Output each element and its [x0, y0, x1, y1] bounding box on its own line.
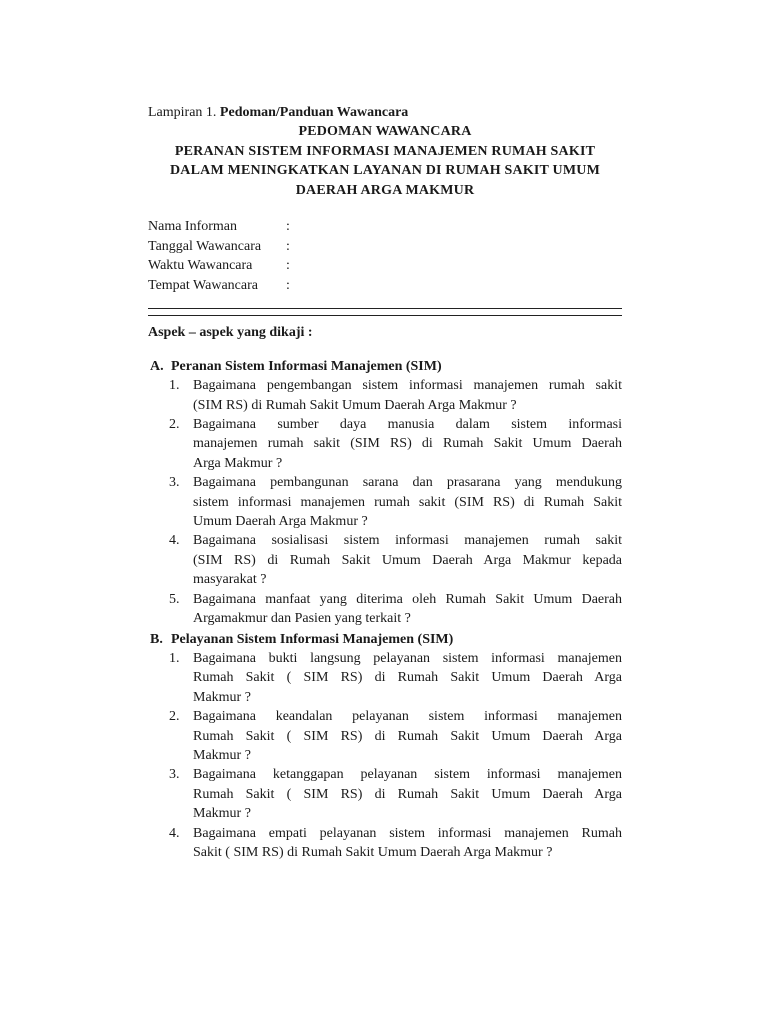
form-label: Waktu Wawancara [148, 258, 253, 274]
question-line: Bagaimana ketanggapan pelayanan sistem informasi manajemen [193, 767, 622, 783]
form-row-date [148, 237, 622, 257]
question-text [193, 473, 622, 531]
question-list [148, 376, 622, 628]
question-text [193, 531, 622, 589]
document-title [148, 122, 622, 200]
divider-line [148, 308, 622, 309]
question-item [148, 824, 622, 863]
question-item [148, 649, 622, 707]
form-colon: : [286, 219, 290, 235]
question-item [148, 590, 622, 629]
form-colon: : [286, 258, 290, 274]
question-number: 5. [169, 591, 180, 607]
section-letter: B. [150, 631, 163, 647]
question-text [193, 707, 622, 765]
title-line: PEDOMAN WAWANCARA [298, 124, 472, 140]
question-line: Bagaimana keandalan pelayanan sistem informasi manajemen [193, 709, 622, 725]
question-item [148, 707, 622, 765]
question-line: manajemen rumah sakit (SIM RS) di Rumah Sakit Umum Daerah [193, 436, 622, 452]
question-line: Bagaimana bukti langsung pelayanan sistem informasi manajemen [193, 650, 622, 666]
question-number: 4. [169, 825, 180, 841]
question-text [193, 765, 622, 823]
title-line: DAERAH ARGA MAKMUR [295, 182, 475, 198]
title-line: DALAM MENINGKATKAN LAYANAN DI RUMAH SAKIT UMUM [170, 163, 600, 179]
question-number: 1. [169, 650, 180, 666]
question-line: Rumah Sakit ( SIM RS) di Rumah Sakit Umum Daerah Arga [193, 728, 622, 744]
question-number: 2. [169, 417, 180, 433]
attachment-label [148, 103, 622, 122]
double-divider [148, 308, 622, 316]
question-line: Makmur ? [193, 689, 251, 705]
section-title: Peranan Sistem Informasi Manajemen (SIM) [171, 358, 442, 374]
question-item [148, 531, 622, 589]
question-line: Rumah Sakit ( SIM RS) di Rumah Sakit Umum Daerah Arga [193, 670, 622, 686]
form-label: Tempat Wawancara [148, 277, 258, 293]
question-line: Bagaimana pengembangan sistem informasi manajemen rumah sakit [193, 378, 622, 394]
question-number: 2. [169, 709, 180, 725]
question-number: 4. [169, 533, 180, 549]
question-line: Sakit ( SIM RS) di Rumah Sakit Umum Daerah Arga Makmur ? [193, 844, 553, 860]
section-b [148, 630, 622, 863]
question-number: 1. [169, 378, 180, 394]
section-title: Pelayanan Sistem Informasi Manajemen (SIM) [171, 631, 454, 647]
question-sections [148, 357, 622, 863]
question-item [148, 376, 622, 415]
question-number: 3. [169, 767, 180, 783]
document-page [148, 103, 622, 862]
question-item [148, 415, 622, 473]
title-line: PERANAN SISTEM INFORMASI MANAJEMEN RUMAH SAKIT [174, 143, 596, 159]
question-line: Bagaimana sumber daya manusia dalam sistem informasi [193, 417, 622, 433]
form-colon: : [286, 277, 290, 293]
attachment-title: Pedoman/Panduan Wawancara [219, 105, 409, 120]
question-line: (SIM RS) di Rumah Sakit Umum Daerah Arga Makmur ? [193, 397, 517, 413]
divider-line [148, 315, 622, 316]
question-list [148, 649, 622, 862]
question-line: Makmur ? [193, 747, 251, 763]
question-line: Bagaimana pembangunan sarana dan prasarana yang mendukung [193, 475, 622, 491]
section-letter: A. [150, 358, 164, 374]
question-line: Bagaimana empati pelayanan sistem informasi manajemen Rumah [193, 825, 622, 841]
question-line: (SIM RS) di Rumah Sakit Umum Daerah Arga Makmur kepada [193, 552, 622, 568]
form-colon: : [286, 238, 290, 254]
question-line: Umum Daerah Arga Makmur ? [193, 514, 368, 530]
question-number: 3. [169, 475, 180, 491]
question-line: Bagaimana sosialisasi sistem informasi manajemen rumah sakit [193, 533, 622, 549]
question-text [193, 376, 622, 415]
informant-form [148, 217, 622, 295]
question-item [148, 765, 622, 823]
question-text [193, 824, 622, 863]
attachment-prefix: Lampiran 1. [148, 105, 220, 120]
question-line: Makmur ? [193, 806, 251, 822]
question-item [148, 473, 622, 531]
question-line: Bagaimana manfaat yang diterima oleh Rumah Sakit Umum Daerah [193, 591, 622, 607]
question-text [193, 415, 622, 473]
form-label: Tanggal Wawancara [148, 238, 262, 254]
question-text [193, 590, 622, 629]
section-heading [148, 357, 622, 376]
form-row-name [148, 217, 622, 237]
section-heading [148, 630, 622, 649]
question-line: Rumah Sakit ( SIM RS) di Rumah Sakit Umum Daerah Arga [193, 786, 622, 802]
question-line: Argamakmur dan Pasien yang terkait ? [193, 611, 411, 627]
form-label: Nama Informan [148, 219, 238, 235]
question-line: Arga Makmur ? [193, 455, 283, 471]
aspects-heading: Aspek – aspek yang dikaji : [148, 325, 313, 341]
form-row-time [148, 256, 622, 276]
question-line: masyarakat ? [193, 572, 267, 588]
form-row-place [148, 276, 622, 296]
question-text [193, 649, 622, 707]
section-a [148, 357, 622, 629]
question-line: sistem informasi manajemen rumah sakit (SIM RS) di Rumah Sakit [193, 494, 622, 510]
